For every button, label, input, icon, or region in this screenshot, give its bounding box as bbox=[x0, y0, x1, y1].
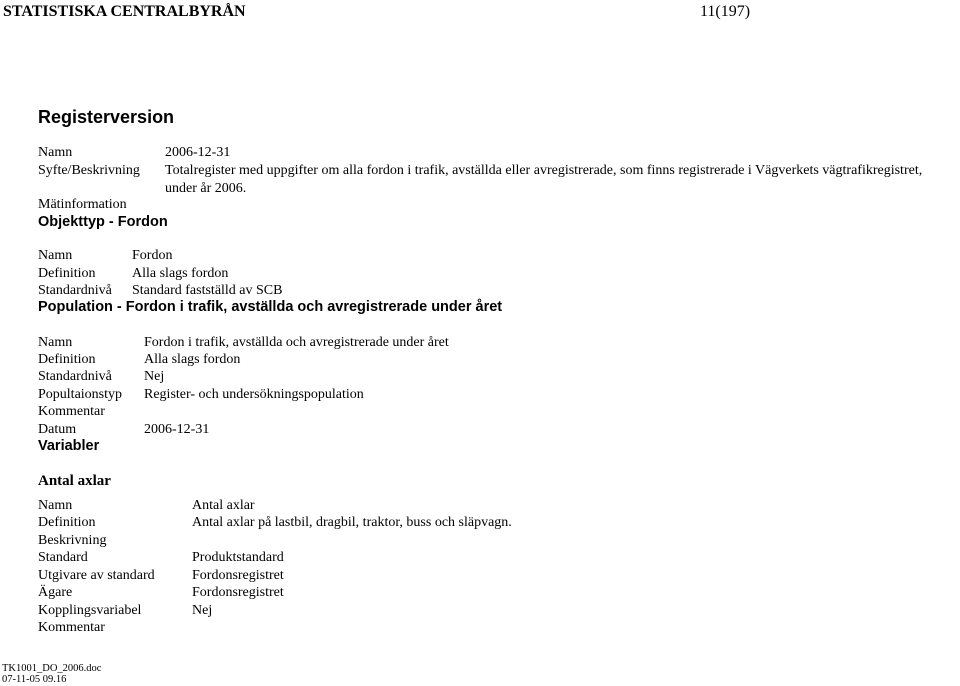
header-organization: STATISTISKA CENTRALBYRÅN bbox=[3, 3, 246, 20]
population-heading: Population - Fordon i trafik, avställda och avregistrerade under året bbox=[38, 299, 503, 315]
antal-axlar-heading: Antal axlar bbox=[38, 473, 111, 489]
antal-axlar-standard-value: Produktstandard bbox=[192, 550, 284, 565]
antal-axlar-namn-label: Namn bbox=[38, 498, 73, 513]
population-definition-value: Alla slags fordon bbox=[144, 352, 241, 367]
registerversion-namn-label: Namn bbox=[38, 145, 73, 160]
population-typ-label: Popultaionstyp bbox=[38, 387, 123, 402]
matinformation-label: Mätinformation bbox=[38, 197, 127, 212]
objekttyp-definition-value: Alla slags fordon bbox=[132, 266, 229, 281]
registerversion-syfte-value: Totalregister med uppgifter om alla fordon i trafik, avställda eller avregistrerade, som finns registrerade i Vägverkets vägtrafikregistret, under år 2006. bbox=[165, 163, 923, 196]
registerversion-heading: Registerversion bbox=[38, 107, 175, 127]
antal-axlar-agare-value: Fordonsregistret bbox=[192, 585, 284, 600]
header-page-number: 11(197) bbox=[700, 3, 751, 20]
variabler-heading: Variabler bbox=[38, 438, 100, 454]
registerversion-namn-value: 2006-12-31 bbox=[165, 145, 231, 160]
antal-axlar-utgivare-label: Utgivare av standard bbox=[38, 568, 155, 583]
antal-axlar-beskrivning-label: Beskrivning bbox=[38, 533, 107, 548]
antal-axlar-definition-label: Definition bbox=[38, 515, 96, 530]
antal-axlar-utgivare-value: Fordonsregistret bbox=[192, 568, 284, 583]
population-datum-value: 2006-12-31 bbox=[144, 422, 210, 437]
objekttyp-namn-label: Namn bbox=[38, 248, 73, 263]
objekttyp-standardniva-value: Standard fastställd av SCB bbox=[132, 283, 283, 298]
antal-axlar-kopplingsvariabel-label: Kopplingsvariabel bbox=[38, 603, 142, 618]
registerversion-syfte-label: Syfte/Beskrivning bbox=[38, 163, 140, 178]
population-definition-label: Definition bbox=[38, 352, 96, 367]
antal-axlar-agare-label: Ägare bbox=[38, 585, 73, 600]
population-typ-value: Register- och undersökningspopulation bbox=[144, 387, 364, 402]
population-namn-value: Fordon i trafik, avställda och avregistrerade under året bbox=[144, 335, 449, 350]
population-datum-label: Datum bbox=[38, 422, 77, 437]
antal-axlar-namn-value: Antal axlar bbox=[192, 498, 255, 513]
population-namn-label: Namn bbox=[38, 335, 73, 350]
population-standardniva-label: Standardnivå bbox=[38, 369, 112, 384]
antal-axlar-kommentar-label: Kommentar bbox=[38, 620, 105, 635]
population-kommentar-label: Kommentar bbox=[38, 404, 105, 419]
footer-filename: TK1001_DO_2006.doc bbox=[2, 663, 102, 674]
antal-axlar-kopplingsvariabel-value: Nej bbox=[192, 603, 213, 618]
antal-axlar-definition-value: Antal axlar på lastbil, dragbil, traktor, buss och släpvagn. bbox=[192, 515, 512, 530]
footer-date: 07-11-05 09.16 bbox=[2, 674, 67, 685]
objekttyp-heading: Objekttyp - Fordon bbox=[38, 214, 168, 230]
antal-axlar-standard-label: Standard bbox=[38, 550, 88, 565]
objekttyp-standardniva-label: Standardnivå bbox=[38, 283, 112, 298]
objekttyp-definition-label: Definition bbox=[38, 266, 96, 281]
population-standardniva-value: Nej bbox=[144, 369, 165, 384]
objekttyp-namn-value: Fordon bbox=[132, 248, 173, 263]
